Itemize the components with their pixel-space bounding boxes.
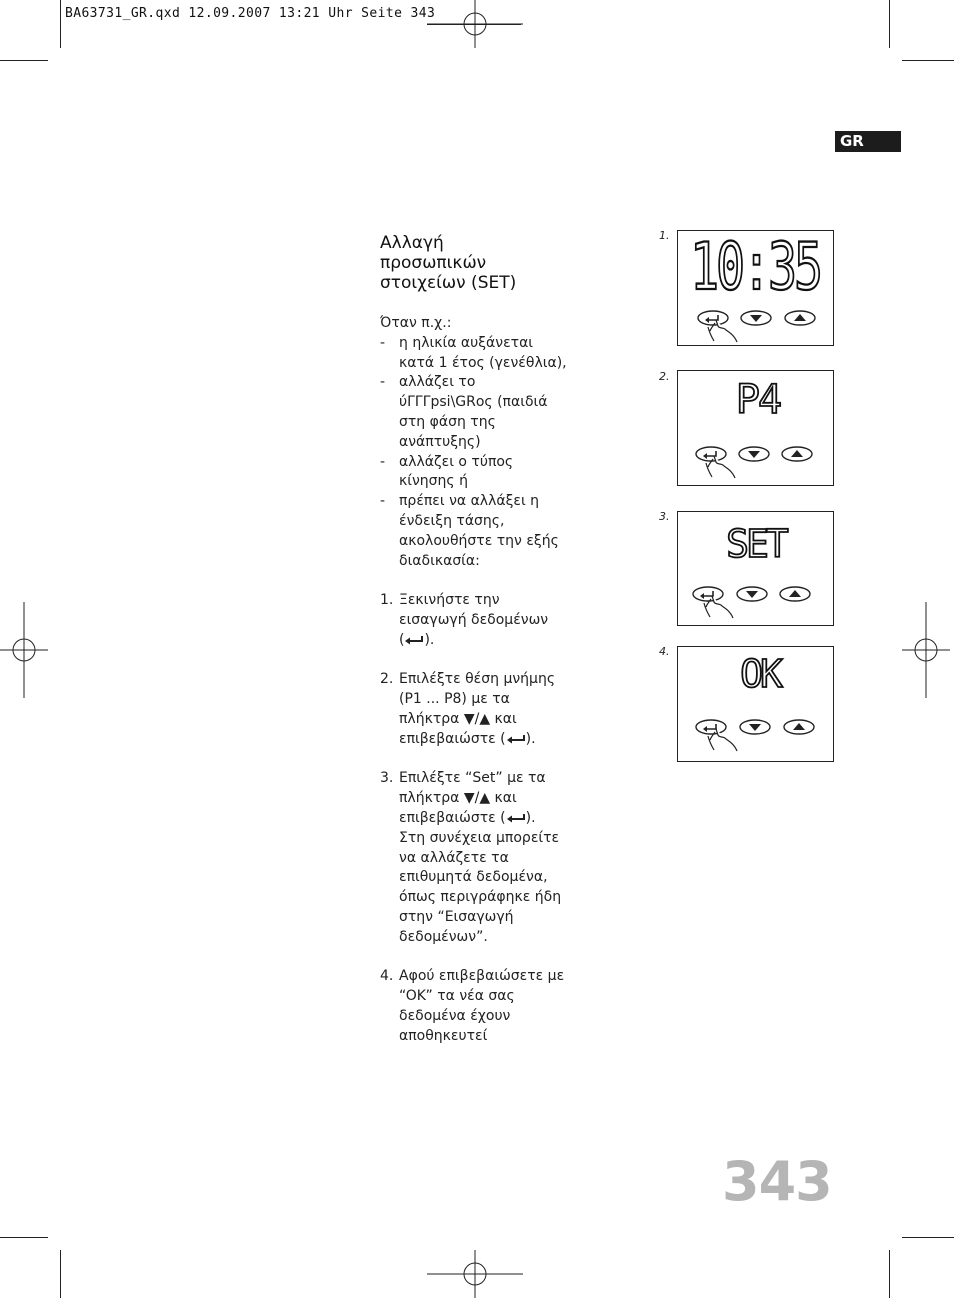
device-display (677, 370, 834, 486)
bullet-marker: - (380, 374, 386, 391)
bullet-marker: - (380, 493, 386, 510)
registration-mark-icon (427, 1250, 523, 1298)
section-title (380, 233, 600, 293)
header-slug: BA63731_GR.qxd 12.09.2007 13:21 Uhr Seite 343 (65, 6, 436, 21)
buttons-row (696, 447, 812, 461)
figure-label: 1. (659, 229, 670, 242)
bullet-marker: - (380, 334, 386, 351)
language-tab: GR (835, 131, 901, 152)
figure-label: 2. (659, 370, 670, 383)
buttons-row (698, 311, 815, 325)
header-slug-underline (427, 24, 521, 25)
display-text: P4 (735, 377, 781, 423)
device-display (677, 230, 834, 346)
figure-label: 3. (659, 510, 670, 523)
section-title-line: Αλλαγή (380, 233, 444, 253)
section-title-line: στοιχείων (SET) (380, 273, 517, 293)
page-number: 343 (722, 1150, 832, 1213)
list-item: - η ηλικία αυξάνεται κατά 1 έτος (γενέθλια), (380, 334, 567, 371)
bullet-marker: - (380, 453, 386, 470)
intro-text: Όταν π.χ.: (380, 315, 452, 331)
step-item: 1. Ξεκινήστε την εισαγωγή δεδομένων ( ). (380, 592, 549, 648)
step-number: 4. (380, 968, 394, 985)
device-display (677, 511, 834, 626)
enter-key-icon (506, 734, 526, 744)
list-item: - αλλάζει το ύΓΓΓpsi\GRος (παιδιά στη φάση της ανάπτυξης) (380, 374, 548, 450)
list-item: - αλλάζει ο τύπος κίνησης ή (380, 453, 514, 490)
step-item: 4. Αφού επιβεβαιώσετε με “OK” τα νέα σας δεδομένα έχουν αποθηκευτεί (380, 968, 565, 1044)
display-text: SET (726, 522, 786, 566)
step-number: 2. (380, 671, 394, 688)
section-title-line: προσωπικών (380, 253, 487, 273)
step-number: 1. (380, 592, 394, 609)
registration-mark-icon (902, 602, 950, 698)
body-text (380, 314, 605, 1046)
list-item: - πρέπει να αλλάξει η ένδειξη τάσης, ακολουθήστε την εξής διαδικασία: (380, 493, 559, 569)
step-number: 3. (380, 770, 394, 787)
step-item: 3. Επιλέξτε “Set” με τα πλήκτρα ▼/▲ και επιβεβαιώστε ( ). Στη συνέχεια μπορείτε να αλλάζετε τα επιθυμητά δεδομένα, όπως περιγράφηκε ήδη στην “Εισαγωγή δεδομένων”. (380, 770, 562, 945)
device-display (677, 646, 834, 762)
registration-mark-icon (0, 602, 48, 698)
enter-key-icon (404, 635, 424, 645)
display-text: 10:35 (690, 231, 820, 305)
enter-key-icon (506, 813, 526, 823)
step-item: 2. Επιλέξτε θέση μνήμης (P1 ... P8) με τα πλήκτρα ▼/▲ και επιβεβαιώστε ( ). (380, 671, 556, 747)
display-text: OK (740, 652, 780, 696)
buttons-row (696, 720, 814, 734)
figure-label: 4. (659, 645, 670, 658)
